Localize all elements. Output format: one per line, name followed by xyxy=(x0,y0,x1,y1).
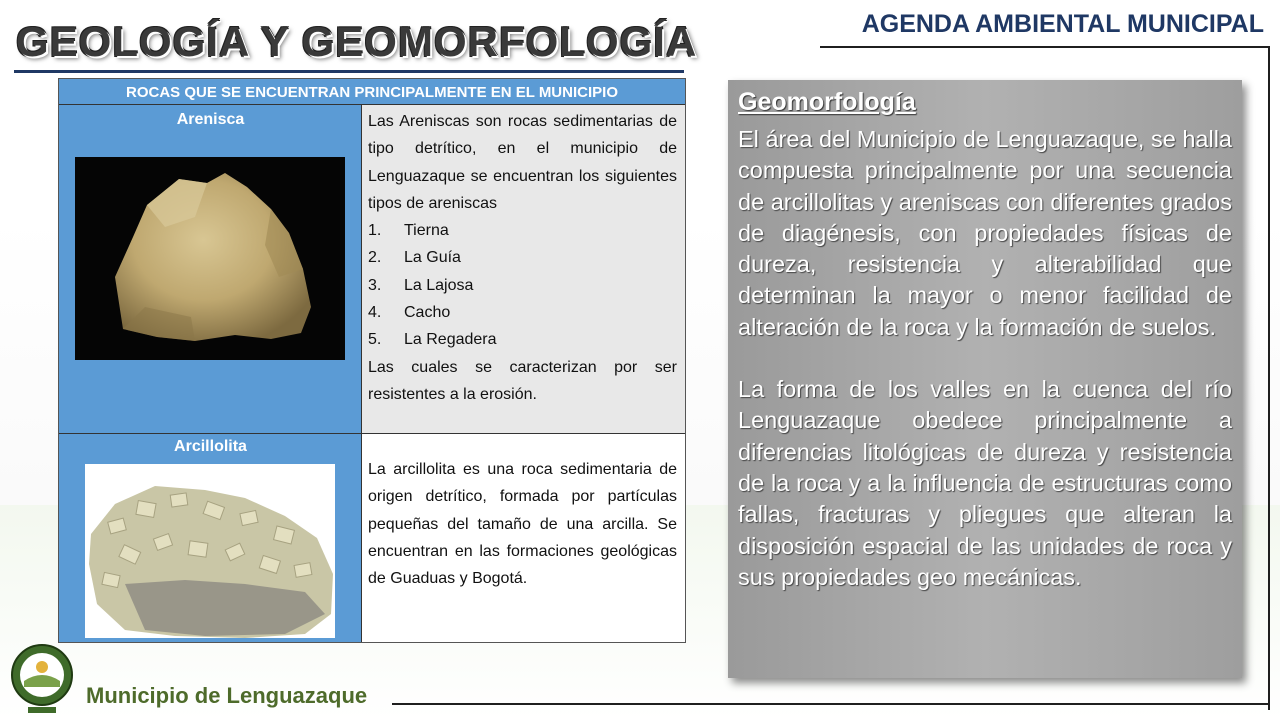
arcillolita-description xyxy=(368,456,677,592)
claystone-image xyxy=(85,464,335,638)
arenisca-outro: Las cuales se caracterizan por ser resistentes a la erosión. xyxy=(368,358,677,403)
list-item: 5. La Regadera xyxy=(368,331,497,349)
seal-icon xyxy=(10,641,74,715)
agenda-title: AGENDA AMBIENTAL MUNICIPAL xyxy=(861,10,1264,38)
rock-cell-arenisca xyxy=(59,105,362,433)
list-item: 1. Tierna xyxy=(368,222,449,240)
panel-paragraph-2: La forma de los valles en la cuenca del río Lenguazaque obedece principalmente a diferencias litológicas de dureza y resistencia de la roca y a la influencia de estructuras como fallas, fracturas y pliegues que alteran la disposición espacial de las unidades de roca y sus propiedades geo mecánicas. xyxy=(738,376,1232,590)
rock-name: Arenisca xyxy=(176,111,245,128)
panel-heading: Geomorfología xyxy=(738,88,916,116)
panel-paragraph-1: El área del Municipio de Lenguazaque, se halla compuesta principalmente por una secuencia de arcillolitas y areniscas con diferentes grados de diagénesis, con propiedades físicas de dureza, resistencia y alterabilidad que determinan la mayor o menor facilidad de alteración de la roca y la formación de suelos. xyxy=(738,126,1232,340)
frame-line-top xyxy=(820,46,1270,48)
geomorfologia-panel xyxy=(728,80,1242,678)
arenisca-photo xyxy=(75,157,345,360)
arenisca-types-list xyxy=(368,217,677,353)
municipal-seal-logo xyxy=(10,641,74,715)
panel-text xyxy=(738,124,1232,593)
arenisca-description xyxy=(368,108,677,408)
page-title: GEOLOGÍA Y GEOMORFOLOGÍA xyxy=(16,18,698,65)
rock-desc-cell-arenisca xyxy=(362,105,685,433)
frame-line-bottom xyxy=(392,703,1270,705)
list-item: 4. Cacho xyxy=(368,304,451,322)
rock-cell-arcillolita xyxy=(59,433,362,642)
arcillolita-photo xyxy=(85,464,335,638)
title-underline xyxy=(14,70,684,73)
list-item: 2. La Guía xyxy=(368,249,461,267)
table-header: ROCAS QUE SE ENCUENTRAN PRINCIPALMENTE EN EL MUNICIPIO xyxy=(59,79,685,105)
rock-desc-cell-arcillolita xyxy=(362,433,685,642)
frame-line-right xyxy=(1268,46,1270,710)
municipio-label: Municipio de Lenguazaque xyxy=(86,683,368,708)
rocks-table xyxy=(58,78,686,643)
sandstone-image xyxy=(75,157,345,360)
arenisca-intro: Las Areniscas son rocas sedimentarias de tipo detrítico, en el municipio de Lenguazaque se encuentran los siguientes tipos de areniscas xyxy=(368,113,677,212)
rock-name: Arcillolita xyxy=(174,438,247,455)
arcillolita-text: La arcillolita es una roca sedimentaria de origen detrítico, formada por partículas pequeñas del tamaño de una arcilla. Se encuentran en las formaciones geológicas de Guaduas y Bogotá. xyxy=(368,461,677,588)
list-item: 3. La Lajosa xyxy=(368,276,474,294)
